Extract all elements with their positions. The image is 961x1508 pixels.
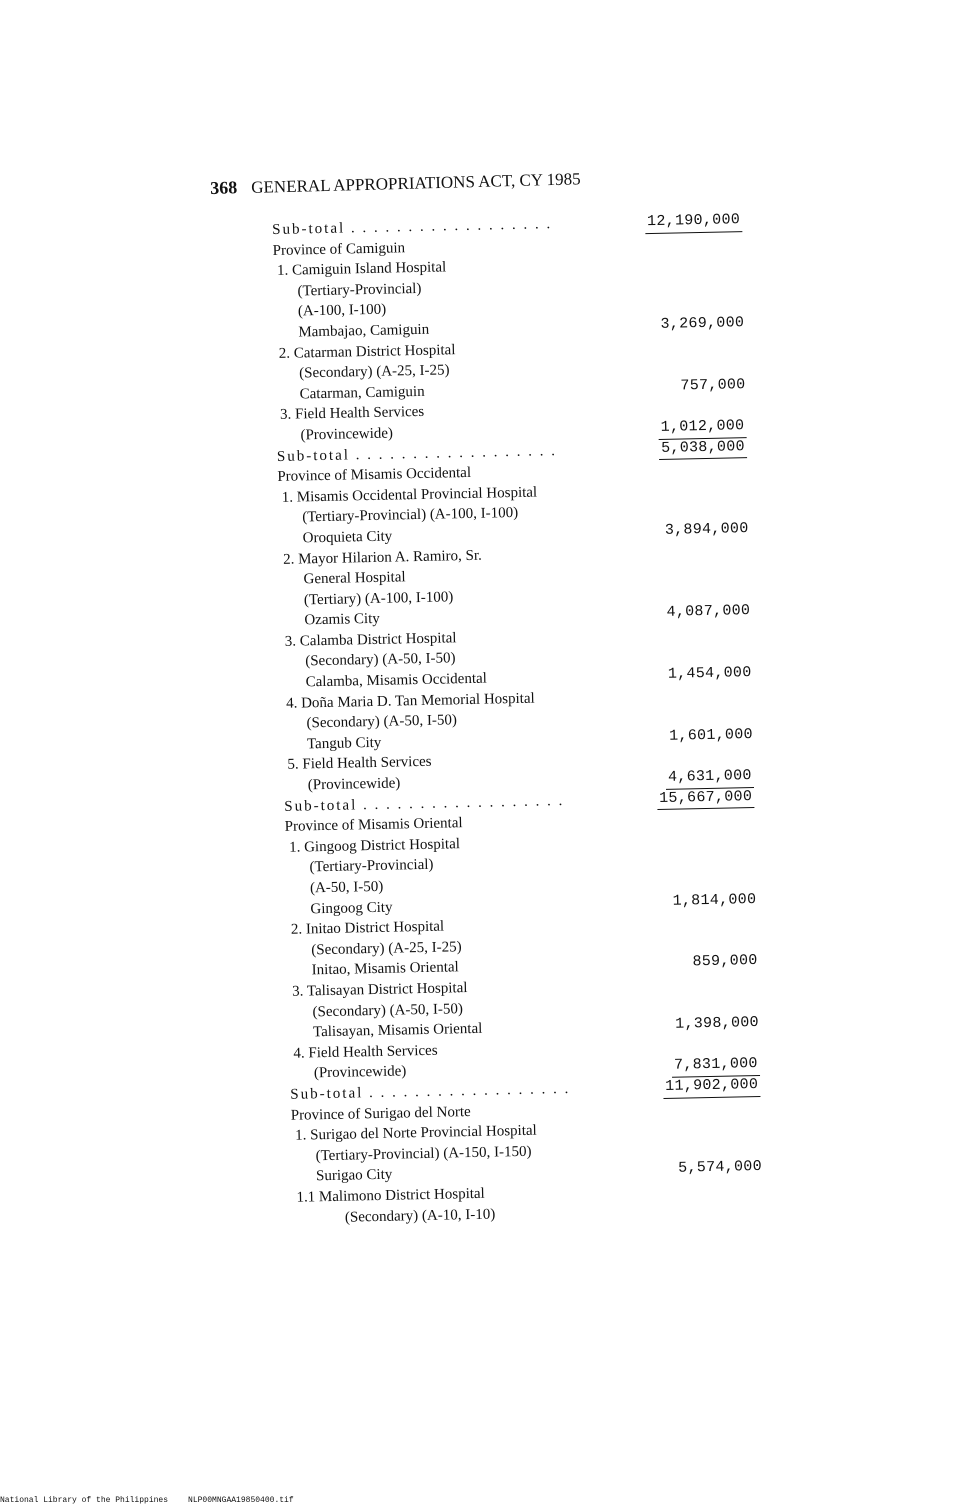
row-label: (Secondary) (A-50, I-50) <box>306 712 458 732</box>
scan-footer <box>0 1496 314 1505</box>
row-label: Gingoog City <box>310 899 393 917</box>
row-label: Province of Camiguin <box>272 239 406 259</box>
row-label: Surigao City <box>315 1167 393 1185</box>
appropriations-list <box>272 210 763 1229</box>
amount: 1,012,000 <box>659 416 747 439</box>
row-label: Ozamis City <box>304 611 380 629</box>
row-label: 2. Catarman District Hospital <box>278 341 456 362</box>
row-label: Sub-total . . . . . . . . . . . . . . . . . . <box>272 216 553 238</box>
row-label: 3. Field Health Services <box>279 404 425 424</box>
row-label: 1. Gingoog District Hospital <box>288 836 461 856</box>
row-label: (Provincewide) <box>300 425 394 444</box>
subtotal-amount: 11,902,000 <box>663 1075 760 1099</box>
row-label: 4. Field Health Services <box>293 1042 438 1062</box>
amount: 859,000 <box>692 952 758 971</box>
page-header <box>210 168 581 199</box>
row-label: Sub-total . . . . . . . . . . . . . . . . . . <box>284 792 565 815</box>
row-label: (Secondary) (A-25, I-25) <box>311 938 462 959</box>
footer-library: National Library of the Philippines <box>0 1496 169 1505</box>
row-label: Talisayan, Misamis Oriental <box>312 1020 483 1041</box>
row-label: (Tertiary-Provincial) <box>309 857 434 876</box>
row-label: (Tertiary-Provincial) (A-150, I-150) <box>315 1143 532 1165</box>
row-label: (Secondary) (A-25, I-25) <box>299 362 450 382</box>
row-label: (Provincewide) <box>307 775 401 794</box>
subtotal-amount: 12,190,000 <box>645 210 742 234</box>
row-label: (Secondary) (A-10, I-10) <box>344 1206 496 1226</box>
row-label: 5. Field Health Services <box>287 754 432 774</box>
row-label: 1. Surigao del Norte Provincial Hospital <box>295 1122 537 1144</box>
row-label: (Tertiary-Provincial) <box>297 280 422 300</box>
amount: 3,894,000 <box>664 519 749 539</box>
row-label: (Provincewide) <box>313 1063 407 1082</box>
row-label: Catarman, Camiguin <box>299 383 425 403</box>
page-title: GENERAL APPROPRIATIONS ACT, CY 1985 <box>251 169 581 197</box>
row-label: Province of Misamis Oriental <box>284 815 463 836</box>
amount: 3,269,000 <box>660 314 745 333</box>
row-label: (Tertiary-Provincial) (A-100, I-100) <box>302 505 519 526</box>
row-label: 1. Misamis Occidental Provincial Hospital <box>281 484 538 506</box>
page-number: 368 <box>210 177 238 198</box>
row-label: Oroquieta City <box>302 528 393 547</box>
row-label: Sub-total . . . . . . . . . . . . . . . . . . <box>290 1080 571 1103</box>
row-label: Tangub City <box>306 734 382 753</box>
row-label: 2. Initao District Hospital <box>290 918 445 938</box>
row-label: 4. Doña Maria D. Tan Memorial Hospital <box>285 690 535 712</box>
amount: 1,601,000 <box>668 725 754 745</box>
row-label: (Secondary) (A-50, I-50) <box>312 1000 464 1020</box>
row-label: (A-100, I-100) <box>297 302 387 320</box>
amount: 1,814,000 <box>672 890 757 910</box>
subtotal-amount: 5,038,000 <box>659 437 747 460</box>
row-label: Initao, Misamis Oriental <box>311 959 459 979</box>
row-label: (Tertiary) (A-100, I-100) <box>303 588 454 609</box>
row-label: Province of Misamis Occidental <box>277 465 472 486</box>
amount: 757,000 <box>680 375 746 395</box>
amount: 4,631,000 <box>666 766 754 789</box>
amount: 5,574,000 <box>678 1158 763 1178</box>
row-label: 3. Calamba District Hospital <box>284 630 457 650</box>
footer-file: NLP00MNGAA19850400.tif <box>188 1496 294 1505</box>
row-label: 1. Camiguin Island Hospital <box>276 259 447 280</box>
amount: 1,398,000 <box>675 1014 760 1033</box>
row-label: (A-50, I-50) <box>309 878 384 897</box>
subtotal-amount: 15,667,000 <box>657 787 754 811</box>
row-label: 1.1 Malimono District Hospital <box>296 1185 485 1206</box>
row-label: General Hospital <box>303 569 406 588</box>
amount: 7,831,000 <box>672 1054 760 1077</box>
row-label: Mambajao, Camiguin <box>298 321 430 341</box>
row-label: Calamba, Misamis Occidental <box>305 670 488 691</box>
row-label: 2. Mayor Hilarion A. Ramiro, Sr. <box>282 547 482 568</box>
row-label: Sub-total . . . . . . . . . . . . . . . . . . <box>276 442 558 465</box>
amount: 1,454,000 <box>667 664 752 683</box>
amount: 4,087,000 <box>666 602 751 622</box>
row-label: (Secondary) (A-50, I-50) <box>305 650 456 670</box>
row-label: 3. Talisayan District Hospital <box>291 980 468 1000</box>
row-label: Province of Surigao del Norte <box>290 1103 471 1124</box>
